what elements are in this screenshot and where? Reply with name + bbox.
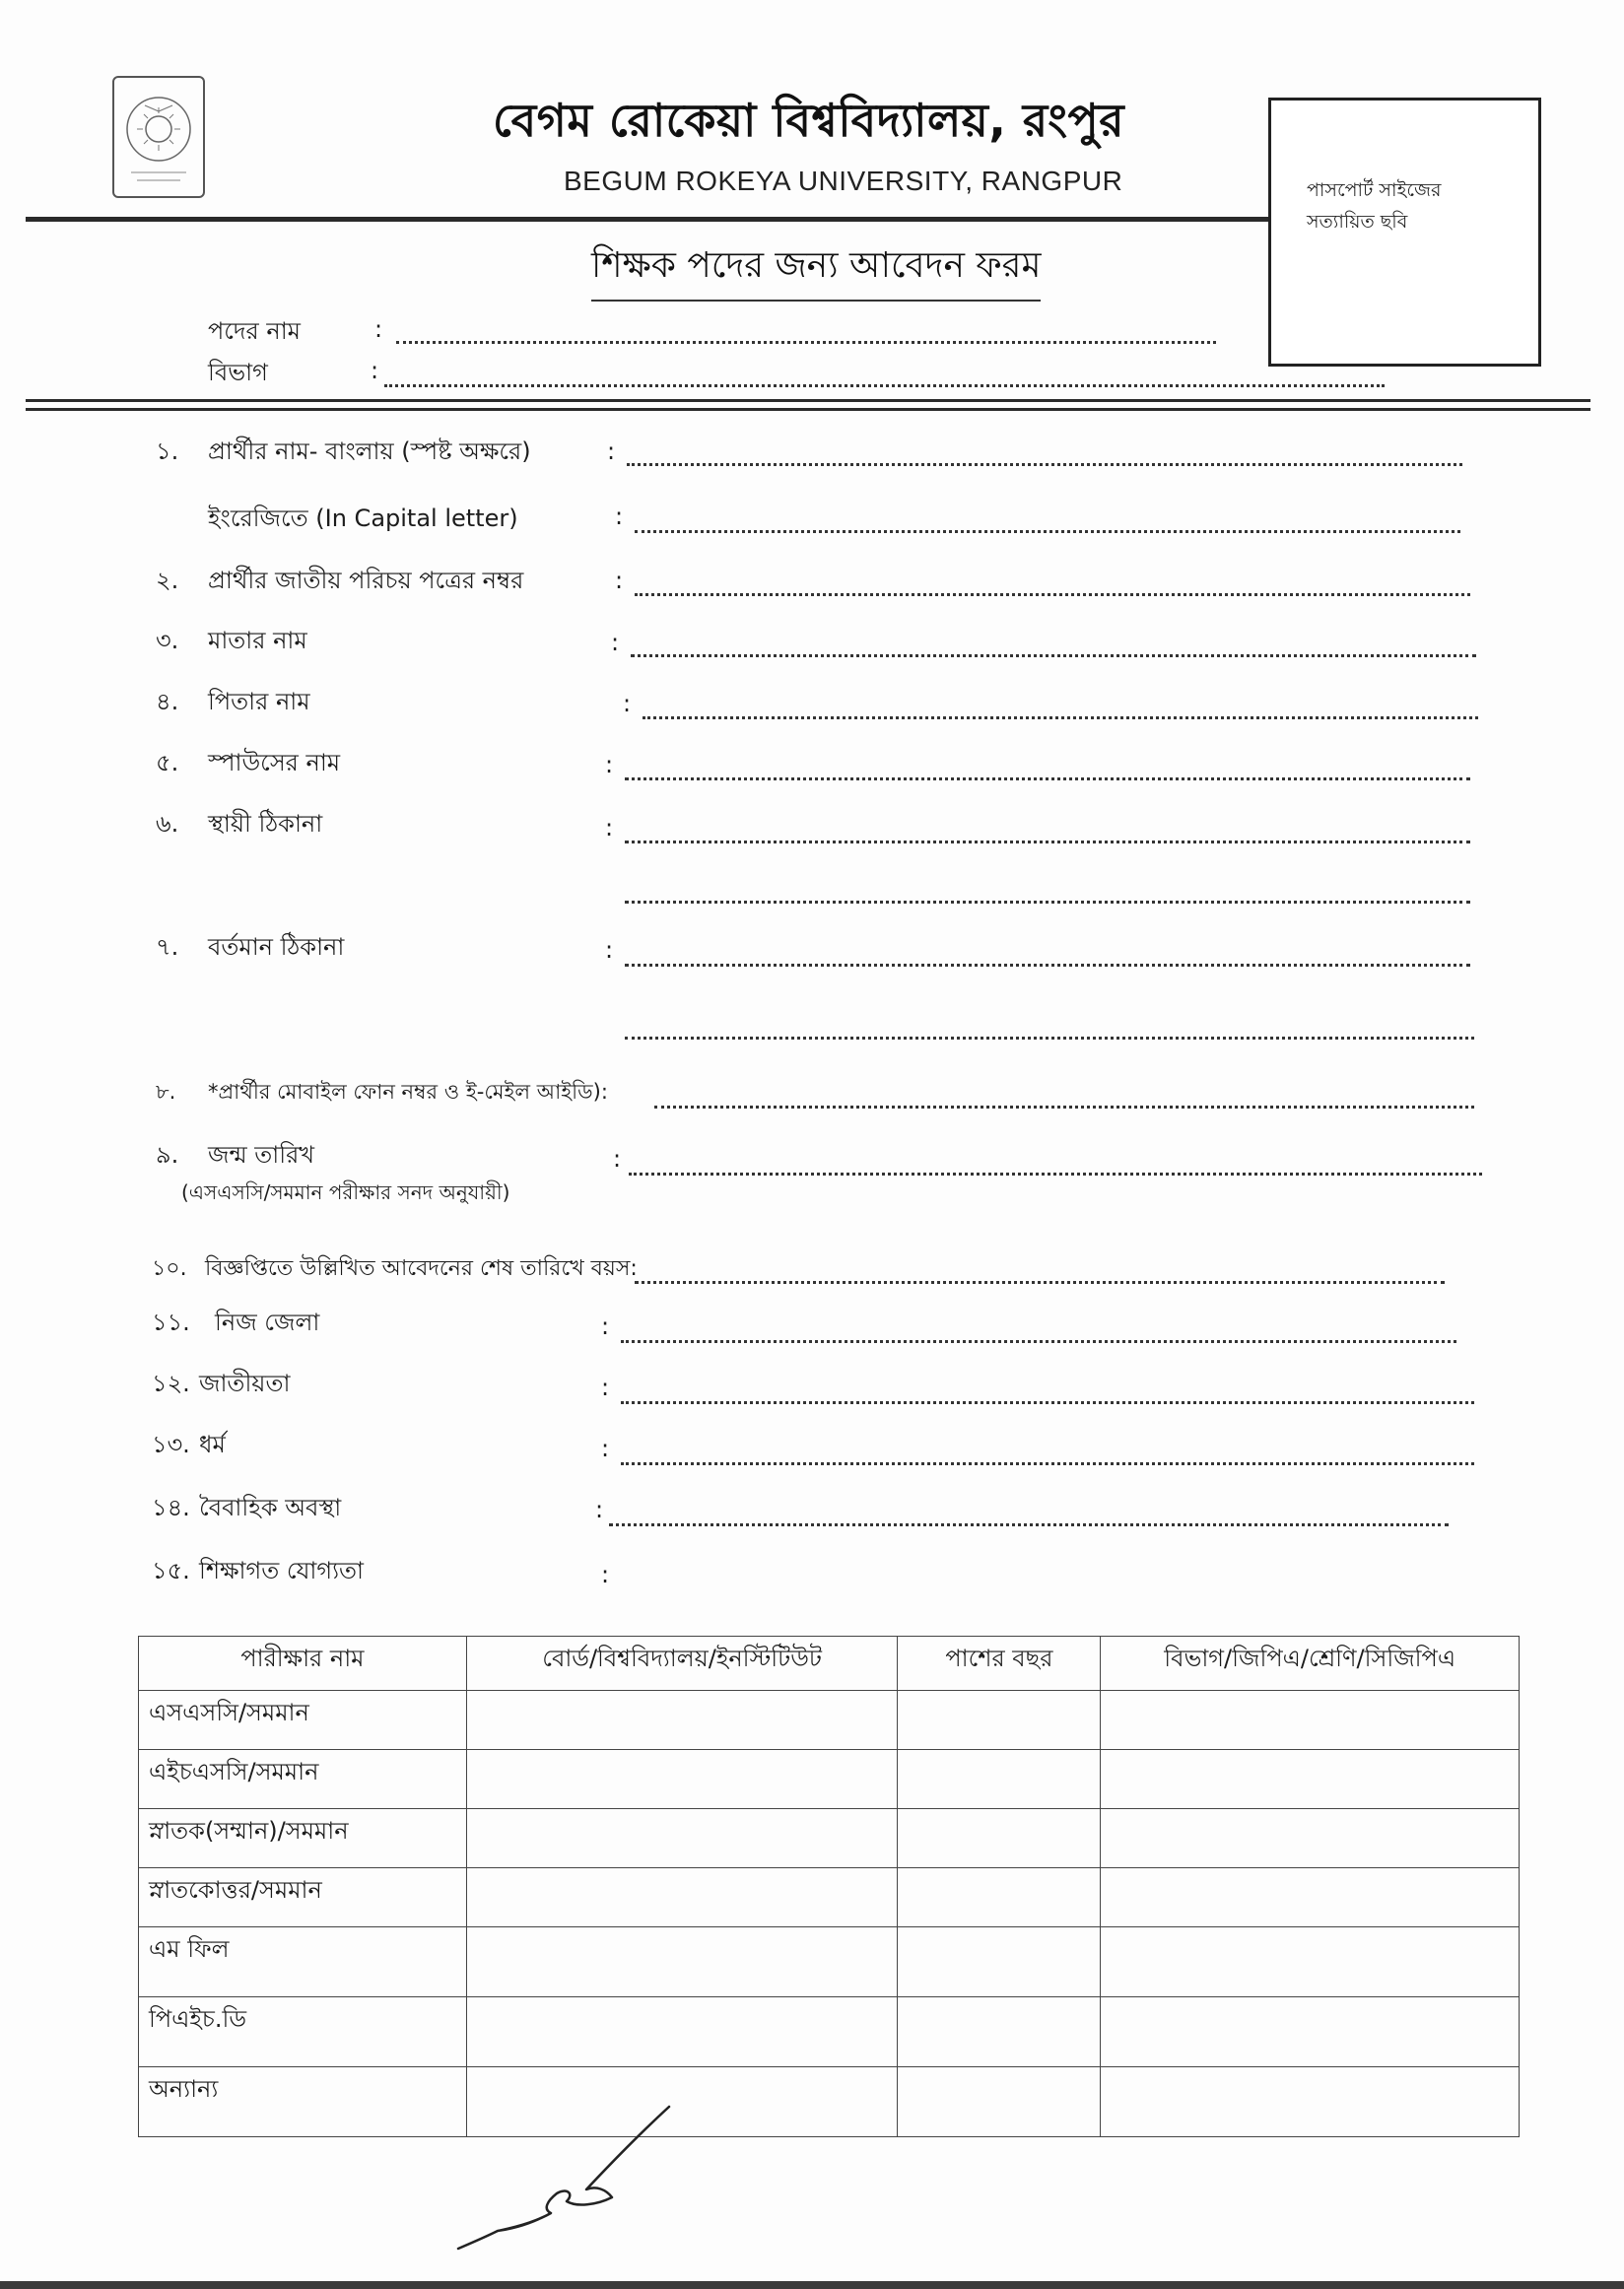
father-name-field[interactable] xyxy=(643,716,1478,719)
educational-qualification-label: শিক্ষাগত যোগ্যতা xyxy=(199,1557,365,1584)
university-name-bangla: বেগম রোকেয়া বিশ্ববিদ্যালয়, রংপুর xyxy=(493,94,1125,147)
result-cell[interactable] xyxy=(1101,1997,1520,2067)
header-board-university: বোর্ড/বিশ্ববিদ্যালয়/ইনস্টিটিউট xyxy=(466,1637,898,1691)
section-rule-top xyxy=(26,399,1590,402)
colon: : xyxy=(615,503,624,530)
header-rule xyxy=(26,217,1269,222)
colon: : xyxy=(371,357,379,384)
date-of-birth-field[interactable] xyxy=(629,1173,1482,1176)
colon: : xyxy=(601,1374,610,1401)
exam-name-cell: অন্যান্য xyxy=(139,2067,467,2137)
board-cell[interactable] xyxy=(466,1750,898,1809)
table-row xyxy=(139,1750,1520,1809)
permanent-address-label: স্থায়ী ঠিকানা xyxy=(208,810,323,838)
field-number: ৬. xyxy=(156,810,179,838)
result-cell[interactable] xyxy=(1101,1750,1520,1809)
field-number: ৯. xyxy=(156,1141,179,1169)
field-number: ৪. xyxy=(156,688,179,715)
colon: : xyxy=(611,629,620,656)
applicant-name-english-field[interactable] xyxy=(635,530,1460,533)
result-cell[interactable] xyxy=(1101,1691,1520,1750)
year-cell[interactable] xyxy=(898,2067,1101,2137)
scanner-edge xyxy=(0,2281,1624,2289)
department-label: বিভাগ xyxy=(208,359,268,386)
table-row xyxy=(139,1868,1520,1927)
field-number: ২. xyxy=(156,567,179,594)
post-name-field[interactable] xyxy=(396,341,1216,344)
passport-photo-box[interactable] xyxy=(1268,98,1541,367)
header-exam-name: পারীক্ষার নাম xyxy=(139,1637,467,1691)
year-cell[interactable] xyxy=(898,1868,1101,1927)
photo-box-label xyxy=(1307,174,1441,237)
table-row xyxy=(139,1691,1520,1750)
photo-label-line-1: পাসপোর্ট সাইজের xyxy=(1307,179,1442,201)
field-number: ১০. xyxy=(152,1256,187,1281)
nationality-label: জাতীয়তা xyxy=(199,1370,291,1397)
exam-name-cell: এম ফিল xyxy=(139,1927,467,1997)
national-id-field[interactable] xyxy=(635,593,1470,596)
board-cell[interactable] xyxy=(466,1927,898,1997)
nationality-field[interactable] xyxy=(621,1401,1474,1404)
field-number: ৫. xyxy=(156,749,179,776)
field-number: ১২. xyxy=(152,1370,190,1397)
spouse-name-label: স্পাউসের নাম xyxy=(208,749,341,776)
field-number: ১. xyxy=(156,438,179,465)
year-cell[interactable] xyxy=(898,1809,1101,1868)
home-district-field[interactable] xyxy=(621,1340,1456,1343)
national-id-label: প্রার্থীর জাতীয় পরিচয় পত্রের নম্বর xyxy=(208,567,524,594)
colon: : xyxy=(613,1145,622,1173)
photo-label-line-2: সত্যায়িত ছবি xyxy=(1307,211,1408,233)
result-cell[interactable] xyxy=(1101,1868,1520,1927)
colon: : xyxy=(605,814,614,842)
department-field[interactable] xyxy=(384,384,1385,387)
colon: : xyxy=(615,567,624,594)
present-address-field-line-2[interactable] xyxy=(625,1037,1474,1040)
field-number: ১১. xyxy=(152,1309,190,1336)
exam-name-cell: পিএইচ.ডি xyxy=(139,1997,467,2067)
colon: : xyxy=(605,751,614,778)
colon: : xyxy=(623,690,632,717)
colon: : xyxy=(374,315,383,343)
age-on-deadline-field[interactable] xyxy=(635,1281,1445,1284)
religion-label: ধর্ম xyxy=(199,1431,226,1458)
board-cell[interactable] xyxy=(466,1868,898,1927)
date-of-birth-label: জন্ম তারিখ xyxy=(208,1141,315,1169)
form-title: শিক্ষক পদের জন্য আবেদন ফরম xyxy=(591,238,1041,302)
result-cell[interactable] xyxy=(1101,2067,1520,2137)
applicant-name-bangla-field[interactable] xyxy=(627,463,1462,466)
colon: : xyxy=(605,936,614,964)
age-on-deadline-label: বিজ্ঞপ্তিতে উল্লিখিত আবেদনের শেষ তারিখে বয়স: xyxy=(205,1256,638,1281)
post-name-label: পদের নাম xyxy=(208,317,301,345)
table-row xyxy=(139,1997,1520,2067)
date-of-birth-note: (এসএসসি/সমমান পরীক্ষার সনদ অনুযায়ী) xyxy=(181,1180,510,1204)
field-number: ১৪. xyxy=(152,1494,190,1521)
home-district-label: নিজ জেলা xyxy=(215,1309,320,1336)
university-seal-icon xyxy=(117,82,200,192)
exam-name-cell: এসএসসি/সমমান xyxy=(139,1691,467,1750)
spouse-name-field[interactable] xyxy=(625,777,1470,780)
year-cell[interactable] xyxy=(898,1997,1101,2067)
colon: : xyxy=(607,438,616,465)
present-address-label: বর্তমান ঠিকানা xyxy=(208,933,345,961)
handwritten-signature xyxy=(448,2099,685,2256)
field-number: ৮. xyxy=(156,1080,176,1104)
field-number: ১৩. xyxy=(152,1431,190,1458)
marital-status-label: বৈবাহিক অবস্থা xyxy=(199,1494,342,1521)
table-row xyxy=(139,2067,1520,2137)
result-cell[interactable] xyxy=(1101,1809,1520,1868)
year-cell[interactable] xyxy=(898,1691,1101,1750)
mobile-email-field[interactable] xyxy=(654,1106,1474,1109)
mobile-email-label: *প্রার্থীর মোবাইল ফোন নম্বর ও ই-মেইল আইডি): xyxy=(208,1080,608,1104)
university-name-english: BEGUM ROKEYA UNIVERSITY, RANGPUR xyxy=(564,166,1123,196)
father-name-label: পিতার নাম xyxy=(208,688,310,715)
board-cell[interactable] xyxy=(466,1809,898,1868)
result-cell[interactable] xyxy=(1101,1927,1520,1997)
table-row xyxy=(139,1809,1520,1868)
exam-name-cell: স্নাতকোত্তর/সমমান xyxy=(139,1868,467,1927)
field-number: ১৫. xyxy=(152,1557,190,1584)
mother-name-field[interactable] xyxy=(631,654,1476,657)
applicant-name-english-label: ইংরেজিতে (In Capital letter) xyxy=(208,505,518,532)
mother-name-label: মাতার নাম xyxy=(208,627,307,654)
education-table xyxy=(138,1636,1520,2137)
board-cell[interactable] xyxy=(466,1691,898,1750)
colon: : xyxy=(595,1496,604,1523)
table-header-row xyxy=(139,1637,1520,1691)
religion-field[interactable] xyxy=(621,1462,1474,1465)
year-cell[interactable] xyxy=(898,1750,1101,1809)
permanent-address-field-line-2[interactable] xyxy=(625,901,1470,904)
present-address-field-line-1[interactable] xyxy=(625,964,1470,967)
header-division-gpa: বিভাগ/জিপিএ/শ্রেণি/সিজিপিএ xyxy=(1101,1637,1520,1691)
field-number: ৭. xyxy=(156,933,179,961)
board-cell[interactable] xyxy=(466,1997,898,2067)
header-passing-year: পাশের বছর xyxy=(898,1637,1101,1691)
table-row xyxy=(139,1927,1520,1997)
university-logo xyxy=(112,76,205,198)
year-cell[interactable] xyxy=(898,1927,1101,1997)
colon: : xyxy=(601,1435,610,1462)
permanent-address-field-line-1[interactable] xyxy=(625,841,1470,843)
colon: : xyxy=(601,1313,610,1340)
exam-name-cell: স্নাতক(সম্মান)/সমমান xyxy=(139,1809,467,1868)
marital-status-field[interactable] xyxy=(609,1523,1449,1526)
exam-name-cell: এইচএসসি/সমমান xyxy=(139,1750,467,1809)
applicant-name-bangla-label: প্রার্থীর নাম- বাংলায় (স্পষ্ট অক্ষরে) xyxy=(208,438,531,465)
section-rule-bottom xyxy=(26,408,1590,411)
field-number: ৩. xyxy=(156,627,179,654)
colon: : xyxy=(601,1561,610,1588)
